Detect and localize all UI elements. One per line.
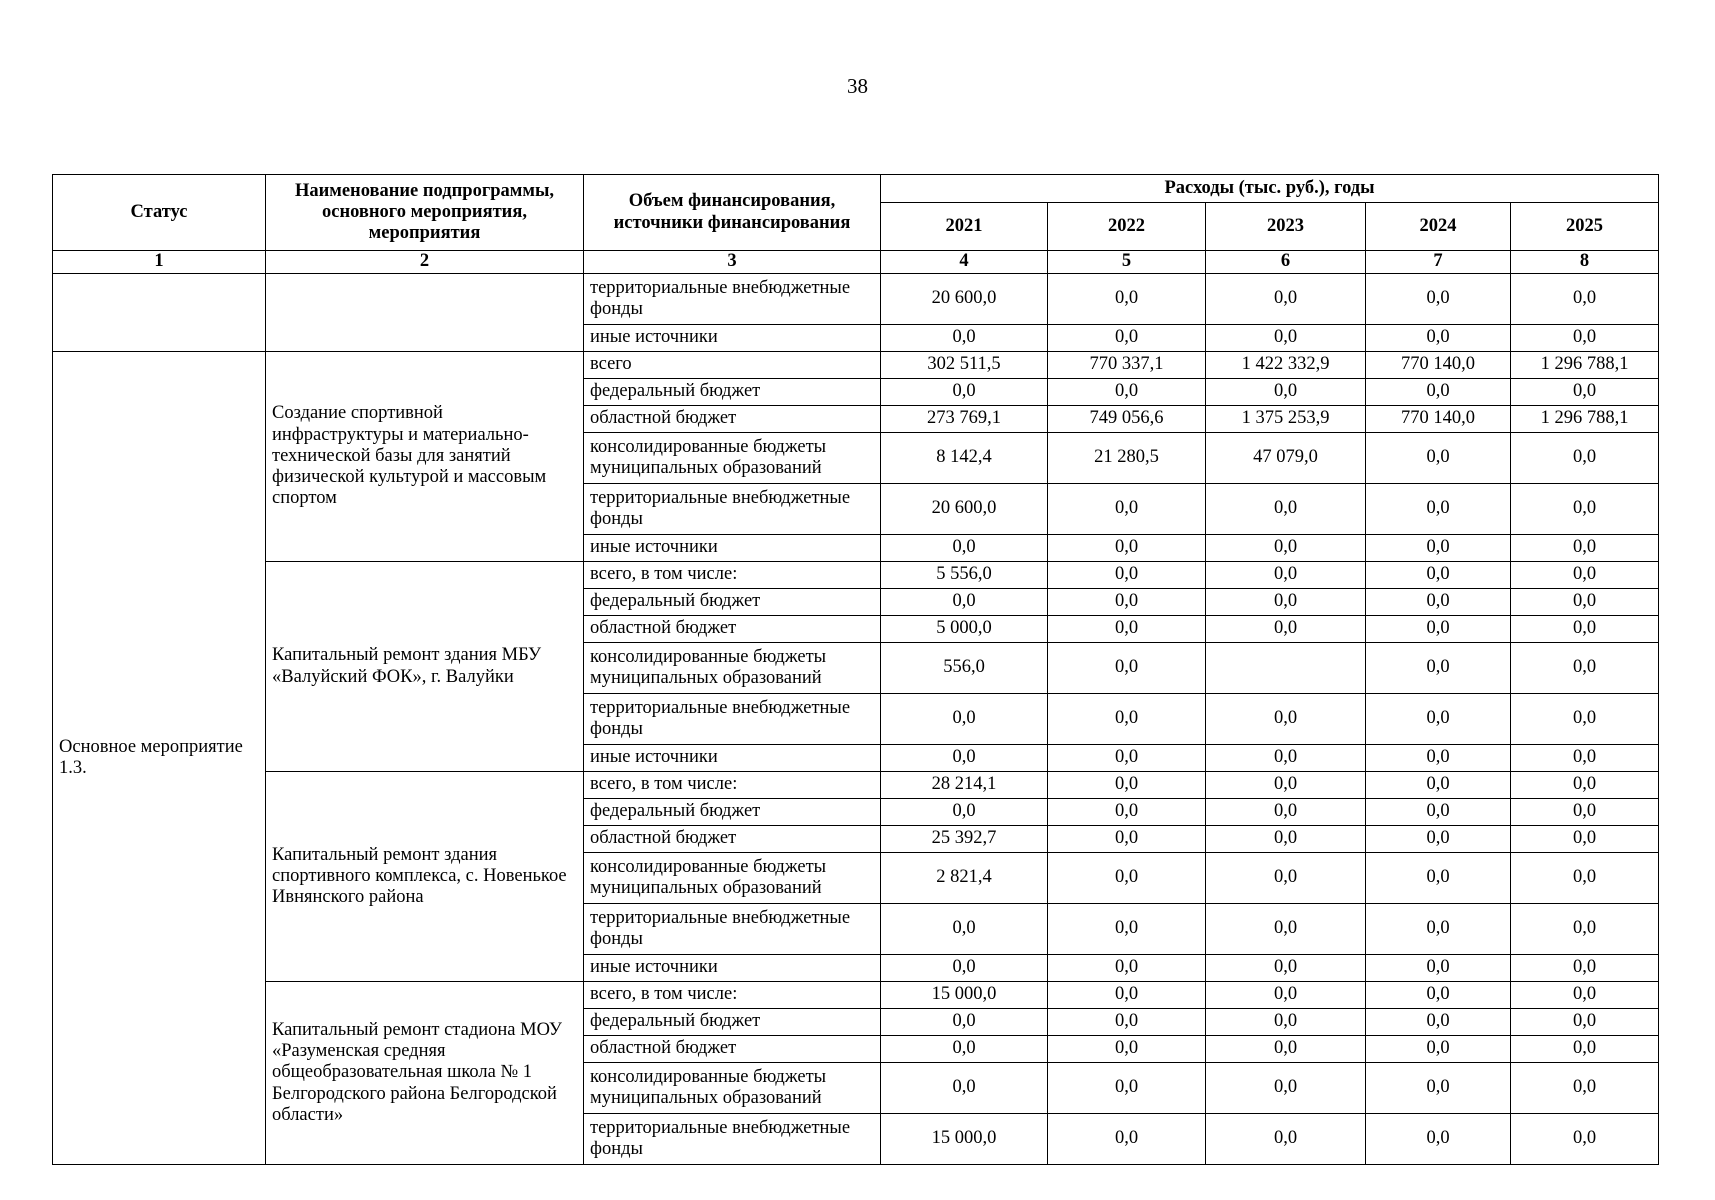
value-cell: 0,0 — [1048, 379, 1206, 406]
value-cell: 0,0 — [1048, 694, 1206, 745]
value-cell: 0,0 — [1206, 379, 1366, 406]
table-row — [53, 982, 1659, 1009]
header-status: Статус — [53, 175, 266, 251]
source-cell: всего, в том числе: — [584, 982, 881, 1009]
value-cell: 770 337,1 — [1048, 352, 1206, 379]
table-row — [53, 274, 1659, 325]
value-cell: 0,0 — [1511, 982, 1659, 1009]
value-cell: 0,0 — [1206, 484, 1366, 535]
value-cell: 0,0 — [1048, 1036, 1206, 1063]
value-cell: 47 079,0 — [1206, 433, 1366, 484]
value-cell: 0,0 — [1206, 1114, 1366, 1165]
value-cell: 0,0 — [1206, 772, 1366, 799]
value-cell: 5 556,0 — [881, 562, 1048, 589]
value-cell: 0,0 — [1048, 826, 1206, 853]
financing-table — [52, 174, 1659, 1165]
value-cell: 0,0 — [1366, 955, 1511, 982]
value-cell: 0,0 — [1048, 1009, 1206, 1036]
value-cell: 0,0 — [1048, 535, 1206, 562]
value-cell: 0,0 — [1366, 274, 1511, 325]
value-cell: 0,0 — [1048, 589, 1206, 616]
value-cell: 0,0 — [1048, 745, 1206, 772]
value-cell: 0,0 — [1206, 826, 1366, 853]
value-cell: 0,0 — [1366, 433, 1511, 484]
name-cell: Капитальный ремонт здания спортивного комплекса, с. Новенькое Ивнянского района — [266, 772, 584, 982]
value-cell: 0,0 — [1048, 772, 1206, 799]
source-cell: областной бюджет — [584, 616, 881, 643]
value-cell: 0,0 — [1366, 535, 1511, 562]
value-cell: 0,0 — [1206, 982, 1366, 1009]
value-cell: 0,0 — [881, 325, 1048, 352]
value-cell: 0,0 — [1511, 274, 1659, 325]
value-cell: 2 821,4 — [881, 853, 1048, 904]
value-cell: 0,0 — [1048, 325, 1206, 352]
source-cell: иные источники — [584, 325, 881, 352]
source-cell: территориальные внебюджетные фонды — [584, 484, 881, 535]
source-cell: всего, в том числе: — [584, 772, 881, 799]
value-cell: 0,0 — [1206, 274, 1366, 325]
value-cell: 556,0 — [881, 643, 1048, 694]
value-cell: 0,0 — [1206, 799, 1366, 826]
value-cell: 302 511,5 — [881, 352, 1048, 379]
value-cell: 0,0 — [1511, 589, 1659, 616]
header-expenses: Расходы (тыс. руб.), годы — [881, 175, 1659, 203]
value-cell: 15 000,0 — [881, 1114, 1048, 1165]
value-cell: 0,0 — [1048, 616, 1206, 643]
value-cell: 0,0 — [1511, 1114, 1659, 1165]
source-cell: территориальные внебюджетные фонды — [584, 1114, 881, 1165]
value-cell: 0,0 — [1366, 1036, 1511, 1063]
value-cell: 273 769,1 — [881, 406, 1048, 433]
column-number: 3 — [584, 251, 881, 274]
name-cell — [266, 274, 584, 352]
value-cell: 0,0 — [881, 955, 1048, 982]
value-cell: 0,0 — [1206, 745, 1366, 772]
value-cell: 0,0 — [1048, 904, 1206, 955]
column-number: 8 — [1511, 251, 1659, 274]
value-cell: 0,0 — [1511, 904, 1659, 955]
value-cell: 0,0 — [881, 589, 1048, 616]
value-cell: 749 056,6 — [1048, 406, 1206, 433]
value-cell: 20 600,0 — [881, 484, 1048, 535]
value-cell: 0,0 — [1366, 826, 1511, 853]
value-cell: 0,0 — [1511, 484, 1659, 535]
value-cell: 0,0 — [1366, 1114, 1511, 1165]
source-cell: иные источники — [584, 955, 881, 982]
header-year: 2022 — [1048, 203, 1206, 251]
value-cell: 0,0 — [1206, 589, 1366, 616]
status-cell — [53, 274, 266, 352]
value-cell: 0,0 — [1511, 562, 1659, 589]
value-cell: 1 296 788,1 — [1511, 406, 1659, 433]
source-cell: консолидированные бюджеты муниципальных образований — [584, 853, 881, 904]
source-cell: консолидированные бюджеты муниципальных образований — [584, 1063, 881, 1114]
value-cell: 0,0 — [1366, 616, 1511, 643]
value-cell: 0,0 — [1366, 325, 1511, 352]
value-cell: 0,0 — [1511, 772, 1659, 799]
source-cell: федеральный бюджет — [584, 799, 881, 826]
value-cell: 0,0 — [1511, 535, 1659, 562]
value-cell: 0,0 — [1366, 589, 1511, 616]
value-cell: 0,0 — [1366, 772, 1511, 799]
value-cell: 770 140,0 — [1366, 406, 1511, 433]
source-cell: иные источники — [584, 535, 881, 562]
page-number: 38 — [847, 74, 868, 98]
value-cell: 20 600,0 — [881, 274, 1048, 325]
value-cell: 0,0 — [1048, 484, 1206, 535]
source-cell: всего, в том числе: — [584, 562, 881, 589]
header-year: 2023 — [1206, 203, 1366, 251]
column-number: 4 — [881, 251, 1048, 274]
source-cell: федеральный бюджет — [584, 589, 881, 616]
value-cell: 0,0 — [1511, 433, 1659, 484]
source-cell: территориальные внебюджетные фонды — [584, 274, 881, 325]
value-cell: 0,0 — [881, 1036, 1048, 1063]
value-cell: 0,0 — [881, 535, 1048, 562]
value-cell: 0,0 — [1511, 955, 1659, 982]
value-cell: 0,0 — [1366, 1009, 1511, 1036]
value-cell: 0,0 — [881, 904, 1048, 955]
value-cell: 15 000,0 — [881, 982, 1048, 1009]
name-cell: Капитальный ремонт стадиона МОУ «Разуменская средняя общеобразовательная школа № 1 Белгородского района Белгородской области» — [266, 982, 584, 1165]
value-cell: 0,0 — [1511, 694, 1659, 745]
source-cell: территориальные внебюджетные фонды — [584, 694, 881, 745]
source-cell: областной бюджет — [584, 826, 881, 853]
value-cell: 0,0 — [1206, 955, 1366, 982]
header-year: 2025 — [1511, 203, 1659, 251]
value-cell: 5 000,0 — [881, 616, 1048, 643]
value-cell: 0,0 — [1511, 325, 1659, 352]
value-cell: 0,0 — [1206, 1009, 1366, 1036]
source-cell: территориальные внебюджетные фонды — [584, 904, 881, 955]
value-cell: 0,0 — [1366, 694, 1511, 745]
value-cell: 0,0 — [881, 799, 1048, 826]
value-cell: 0,0 — [1366, 1063, 1511, 1114]
value-cell: 8 142,4 — [881, 433, 1048, 484]
column-number: 6 — [1206, 251, 1366, 274]
value-cell: 0,0 — [1366, 799, 1511, 826]
value-cell: 0,0 — [1366, 484, 1511, 535]
header-year: 2021 — [881, 203, 1048, 251]
value-cell: 0,0 — [1366, 562, 1511, 589]
table-row — [53, 562, 1659, 589]
source-cell: областной бюджет — [584, 406, 881, 433]
value-cell: 0,0 — [881, 1063, 1048, 1114]
value-cell: 770 140,0 — [1366, 352, 1511, 379]
value-cell: 1 375 253,9 — [1206, 406, 1366, 433]
value-cell: 0,0 — [1048, 1114, 1206, 1165]
value-cell: 1 422 332,9 — [1206, 352, 1366, 379]
source-cell: консолидированные бюджеты муниципальных образований — [584, 433, 881, 484]
value-cell: 0,0 — [1206, 904, 1366, 955]
value-cell: 0,0 — [1366, 745, 1511, 772]
value-cell: 0,0 — [1048, 955, 1206, 982]
value-cell: 0,0 — [1048, 643, 1206, 694]
source-cell: федеральный бюджет — [584, 1009, 881, 1036]
value-cell: 0,0 — [1048, 853, 1206, 904]
value-cell: 0,0 — [1206, 562, 1366, 589]
table-row — [53, 772, 1659, 799]
header-volume: Объем финансирования, источники финансирования — [584, 175, 881, 251]
value-cell: 0,0 — [881, 694, 1048, 745]
value-cell: 0,0 — [1511, 853, 1659, 904]
source-cell: консолидированные бюджеты муниципальных образований — [584, 643, 881, 694]
value-cell: 0,0 — [1511, 799, 1659, 826]
value-cell: 0,0 — [881, 379, 1048, 406]
name-cell: Капитальный ремонт здания МБУ «Валуйский ФОК», г. Валуйки — [266, 562, 584, 772]
value-cell: 0,0 — [1206, 853, 1366, 904]
column-number: 5 — [1048, 251, 1206, 274]
value-cell: 0,0 — [1366, 982, 1511, 1009]
value-cell: 0,0 — [1511, 379, 1659, 406]
value-cell: 0,0 — [1048, 274, 1206, 325]
value-cell: 28 214,1 — [881, 772, 1048, 799]
value-cell: 0,0 — [1366, 643, 1511, 694]
value-cell: 0,0 — [1511, 1063, 1659, 1114]
value-cell: 0,0 — [1511, 826, 1659, 853]
column-number-row — [53, 251, 1659, 274]
value-cell: 0,0 — [1511, 745, 1659, 772]
value-cell: 1 296 788,1 — [1511, 352, 1659, 379]
value-cell: 0,0 — [1206, 325, 1366, 352]
source-cell: иные источники — [584, 745, 881, 772]
value-cell: 25 392,7 — [881, 826, 1048, 853]
header-name: Наименование подпрограммы, основного мероприятия, мероприятия — [266, 175, 584, 251]
column-number: 2 — [266, 251, 584, 274]
status-cell: Основное мероприятие 1.3. — [53, 352, 266, 1165]
value-cell: 0,0 — [1511, 643, 1659, 694]
source-cell: областной бюджет — [584, 1036, 881, 1063]
table-row — [53, 352, 1659, 379]
value-cell: 0,0 — [1206, 616, 1366, 643]
header-row — [53, 175, 1659, 203]
value-cell: 0,0 — [1048, 562, 1206, 589]
value-cell: 0,0 — [881, 1009, 1048, 1036]
value-cell: 0,0 — [1511, 616, 1659, 643]
column-number: 1 — [53, 251, 266, 274]
value-cell: 0,0 — [1048, 1063, 1206, 1114]
header-year: 2024 — [1366, 203, 1511, 251]
value-cell: 0,0 — [1366, 904, 1511, 955]
value-cell: 0,0 — [1366, 853, 1511, 904]
value-cell: 21 280,5 — [1048, 433, 1206, 484]
value-cell: 0,0 — [881, 745, 1048, 772]
value-cell: 0,0 — [1511, 1036, 1659, 1063]
value-cell: 0,0 — [1048, 799, 1206, 826]
source-cell: федеральный бюджет — [584, 379, 881, 406]
value-cell: 0,0 — [1206, 694, 1366, 745]
value-cell: 0,0 — [1206, 1036, 1366, 1063]
name-cell: Создание спортивной инфраструктуры и материально-технической базы для занятий физической культурой и массовым спортом — [266, 352, 584, 562]
column-number: 7 — [1366, 251, 1511, 274]
value-cell: 0,0 — [1206, 1063, 1366, 1114]
value-cell: 0,0 — [1511, 1009, 1659, 1036]
value-cell: 0,0 — [1048, 982, 1206, 1009]
value-cell: 0,0 — [1366, 379, 1511, 406]
value-cell: 0,0 — [1206, 535, 1366, 562]
source-cell: всего — [584, 352, 881, 379]
value-cell — [1206, 643, 1366, 694]
